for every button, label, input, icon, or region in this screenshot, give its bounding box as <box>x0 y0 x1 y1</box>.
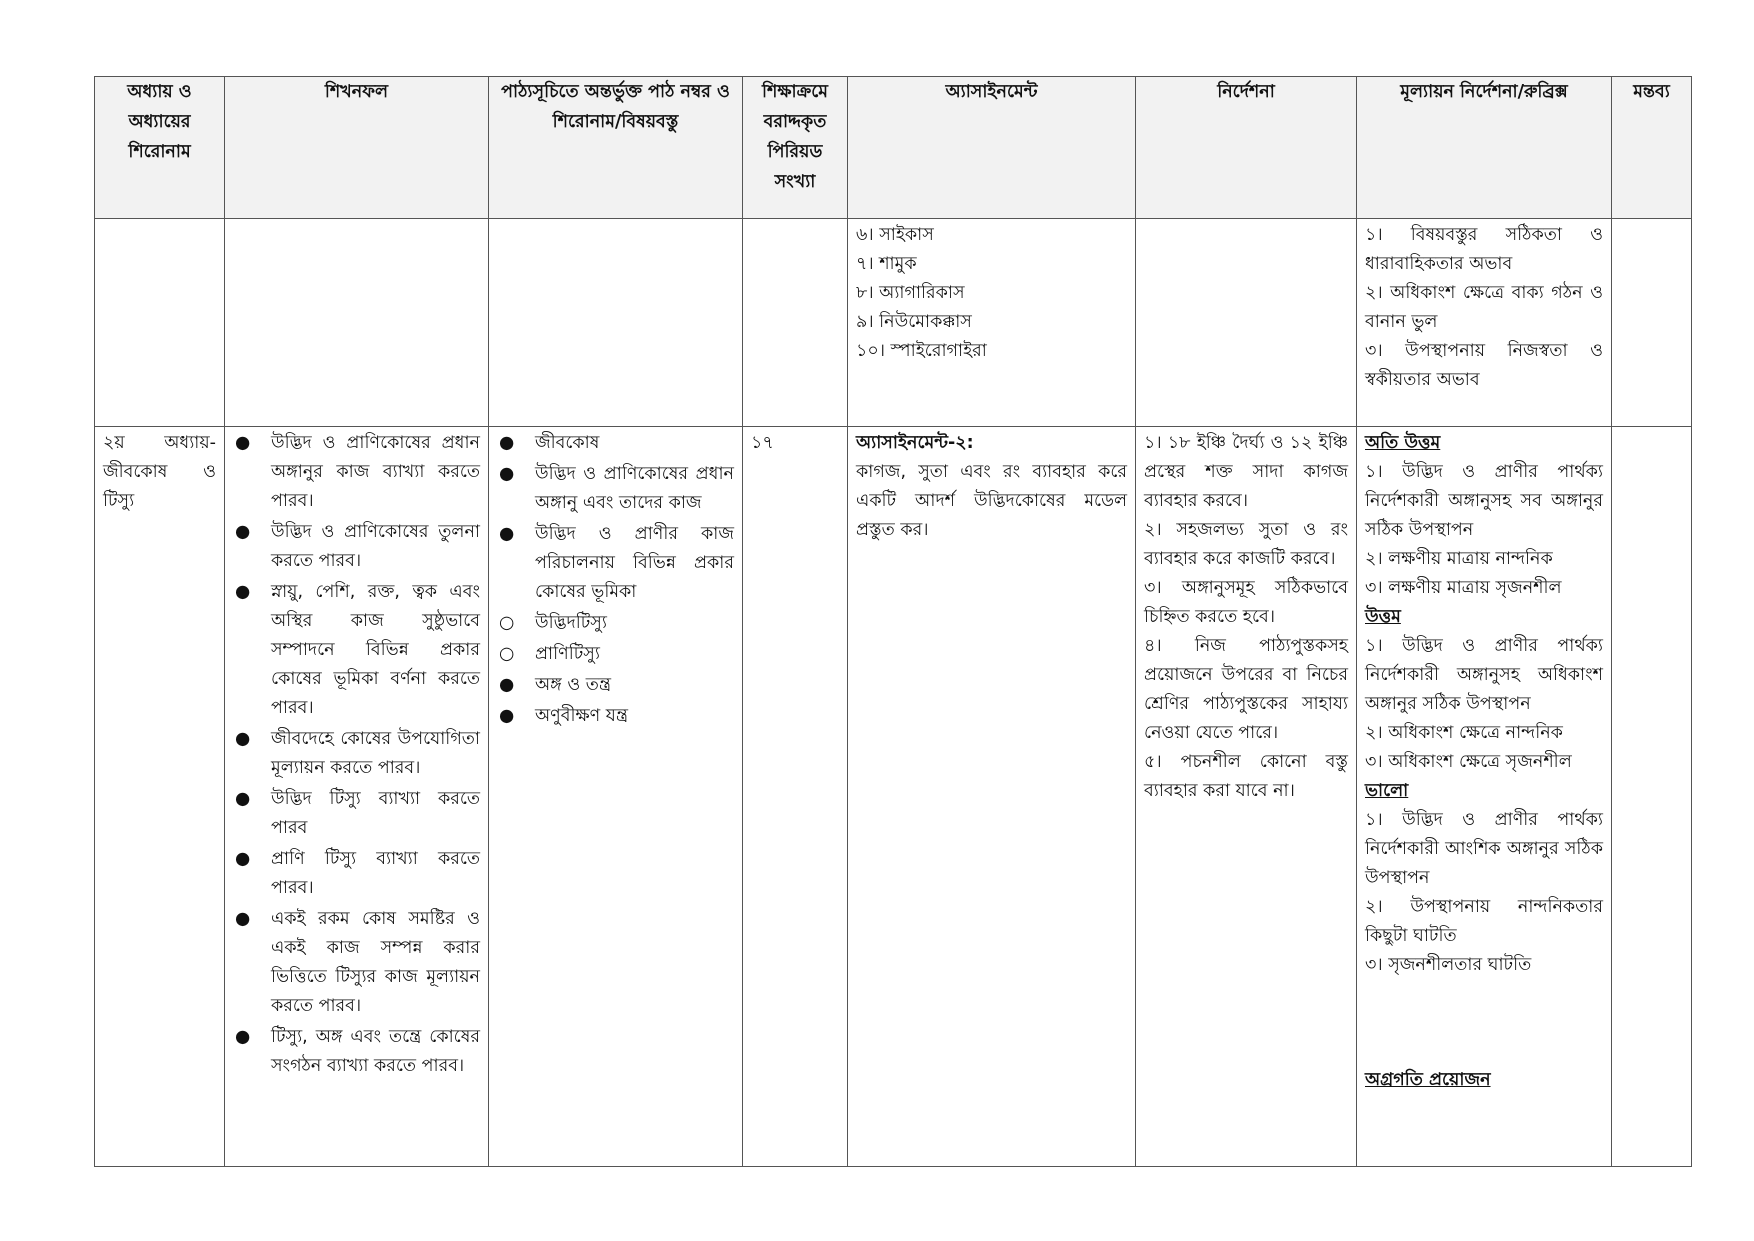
list-item-text: উদ্ভিদ ও প্রাণিকোষের প্রধান অঙ্গানুর কাজ ব্যাখ্যা করতে পারব। <box>271 433 480 511</box>
outcomes-list <box>233 429 480 1081</box>
row1-instructions-cell <box>1136 219 1357 427</box>
header-periods: শিক্ষাক্রমে বরাদ্দকৃত পিরিয়ড সংখ্যা <box>743 77 848 219</box>
chapter-title-cell: ২য় অধ্যায়- জীবকোষ ও টিস্যু <box>95 427 225 1167</box>
header-assignment: অ্যাসাইনমেন্ট <box>848 77 1136 219</box>
list-item <box>497 671 734 700</box>
table-row-continued <box>95 219 1692 427</box>
instructions-cell <box>1136 427 1357 1167</box>
instruction-item: ৫। পচনশীল কোনো বস্তু ব্যাবহার করা যাবে না। <box>1144 752 1348 801</box>
list-item-text: টিস্যু, অঙ্গ এবং তন্ত্রে কোষের সংগঠন ব্যাখ্যা করতে পারব। <box>271 1027 480 1076</box>
syllabus-list <box>497 429 734 731</box>
header-row <box>95 77 1692 219</box>
header-outcomes: শিখনফল <box>225 77 489 219</box>
rubric-item: ২। অধিকাংশ ক্ষেত্রে নান্দনিক <box>1365 723 1563 743</box>
list-item-text: উদ্ভিদ ও প্রাণিকোষের তুলনা করতে পারব। <box>271 522 480 571</box>
bullet-icon: ● <box>499 524 515 544</box>
list-item <box>233 518 480 576</box>
list-item <box>233 725 480 783</box>
rubric-item: ৩। অধিকাংশ ক্ষেত্রে সৃজনশীল <box>1365 752 1572 772</box>
bullet-icon: ● <box>235 729 251 749</box>
list-item <box>497 609 734 638</box>
bullet-icon: ● <box>235 522 251 542</box>
assignment-list-item: ৯। নিউমোকক্কাস <box>856 312 972 332</box>
list-item-text: উদ্ভিদ ও প্রাণীর কাজ পরিচালনায় বিভিন্ন প্রকার কোষের ভূমিকা <box>535 524 734 602</box>
hollow-bullet-icon: ○ <box>499 613 515 633</box>
list-item-text: উদ্ভিদটিস্যু <box>535 613 607 633</box>
list-item-text: অঙ্গ ও তন্ত্র <box>535 675 612 695</box>
list-item <box>233 429 480 516</box>
periods-cell: ১৭ <box>743 427 848 1167</box>
list-item-text: অণুবীক্ষণ যন্ত্র <box>535 706 629 726</box>
list-item <box>497 640 734 669</box>
header-instructions: নির্দেশনা <box>1136 77 1357 219</box>
list-item-text: প্রাণি টিস্যু ব্যাখ্যা করতে পারব। <box>271 849 480 898</box>
bullet-icon: ● <box>235 789 251 809</box>
assignment-title: অ্যাসাইনমেন্ট-২: <box>856 433 974 453</box>
bullet-icon: ● <box>499 433 515 453</box>
header-remarks: মন্তব্য <box>1612 77 1692 219</box>
rubric-level-needs-progress: অগ্রগতি প্রয়োজন <box>1365 1070 1491 1090</box>
rubric-cell <box>1357 427 1612 1167</box>
rubric-level-excellent: অতি উত্তম <box>1365 433 1441 453</box>
list-item <box>233 578 480 723</box>
rubric-item: ২। লক্ষণীয় মাত্রায় নান্দনিক <box>1365 549 1553 569</box>
list-item-text: প্রাণিটিস্যু <box>535 644 600 664</box>
bullet-icon: ● <box>499 706 515 726</box>
list-item <box>497 702 734 731</box>
list-item <box>497 429 734 458</box>
list-item <box>233 905 480 1021</box>
instruction-item: ২। সহজলভ্য সুতা ও রং ব্যাবহার করে কাজটি করবে। <box>1144 520 1348 569</box>
list-item <box>233 1023 480 1081</box>
row1-remarks-cell <box>1612 219 1692 427</box>
assignment-list-item: ১০। স্পাইরোগাইরা <box>856 341 987 361</box>
rubric-item: ১। উদ্ভিদ ও প্রাণীর পার্থক্য নির্দেশকারী অঙ্গানুসহ অধিকাংশ অঙ্গানুর সঠিক উপস্থাপন <box>1365 636 1603 714</box>
syllabus-cell <box>489 427 743 1167</box>
bullet-icon: ● <box>499 464 515 484</box>
assignment-list-item: ৮। অ্যাগারিকাস <box>856 283 965 303</box>
row1-periods-cell <box>743 219 848 427</box>
row1-outcomes-cell <box>225 219 489 427</box>
list-item-text: উদ্ভিদ ও প্রাণিকোষের প্রধান অঙ্গানু এবং তাদের কাজ <box>535 464 734 513</box>
list-item-text: উদ্ভিদ টিস্যু ব্যাখ্যা করতে পারব <box>271 789 480 838</box>
list-item <box>233 785 480 843</box>
rubric-item: ২। অধিকাংশ ক্ষেত্রে বাক্য গঠন ও বানান ভুল <box>1365 283 1603 332</box>
bullet-icon: ● <box>499 675 515 695</box>
rubric-level-fair: ভালো <box>1365 781 1409 801</box>
instruction-item: ৩। অঙ্গানুসমূহ সঠিকভাবে চিহ্নিত করতে হবে। <box>1144 578 1348 627</box>
list-item-text: জীবকোষ <box>535 433 600 453</box>
assignment-cell <box>848 427 1136 1167</box>
rubric-item: ৩। উপস্থাপনায় নিজস্বতা ও স্বকীয়তার অভাব <box>1365 341 1603 390</box>
list-item-text: জীবদেহে কোষের উপযোগিতা মূল্যায়ন করতে পারব। <box>271 729 480 778</box>
table-row-chapter-2 <box>95 427 1692 1167</box>
list-item <box>233 845 480 903</box>
hollow-bullet-icon: ○ <box>499 644 515 664</box>
header-syllabus: পাঠ্যসূচিতে অন্তর্ভুক্ত পাঠ নম্বর ও শিরোনাম/বিষয়বস্তু <box>489 77 743 219</box>
assignment-plan-table <box>94 76 1692 1167</box>
bullet-icon: ● <box>235 1027 251 1047</box>
list-item <box>497 460 734 518</box>
remarks-cell <box>1612 427 1692 1167</box>
rubric-item: ৩। লক্ষণীয় মাত্রায় সৃজনশীল <box>1365 578 1562 598</box>
header-rubric: মূল্যায়ন নির্দেশনা/রুব্রিক্স <box>1357 77 1612 219</box>
rubric-spacer <box>1365 980 1603 1066</box>
row1-rubric-cell <box>1357 219 1612 427</box>
assignment-list-item: ৭। শামুক <box>856 254 917 274</box>
rubric-level-good: উত্তম <box>1365 607 1401 627</box>
row1-syllabus-cell <box>489 219 743 427</box>
instruction-item: ১। ১৮ ইঞ্চি দৈর্ঘ্য ও ১২ ইঞ্চি প্রস্থের শক্ত সাদা কাগজ ব্যাবহার করবে। <box>1144 433 1348 511</box>
bullet-icon: ● <box>235 433 251 453</box>
list-item <box>497 520 734 607</box>
assignment-list-item: ৬। সাইকাস <box>856 225 934 245</box>
rubric-item: ১। বিষয়বস্তুর সঠিকতা ও ধারাবাহিকতার অভাব <box>1365 225 1603 274</box>
bullet-icon: ● <box>235 582 251 602</box>
rubric-item: ১। উদ্ভিদ ও প্রাণীর পার্থক্য নির্দেশকারী আংশিক অঙ্গানুর সঠিক উপস্থাপন <box>1365 810 1603 888</box>
assignment-body: কাগজ, সুতা এবং রং ব্যাবহার করে একটি আদর্শ উদ্ভিদকোষের মডেল প্রস্তুত কর। <box>856 462 1127 540</box>
rubric-item: ২। উপস্থাপনায় নান্দনিকতার কিছুটা ঘাটতি <box>1365 897 1603 946</box>
outcomes-cell <box>225 427 489 1167</box>
list-item-text: স্নায়ু, পেশি, রক্ত, ত্বক এবং অস্থির কাজ সুষ্ঠুভাবে সম্পাদনে বিভিন্ন প্রকার কোষের ভূমিকা বর্ণনা করতে পারব। <box>271 582 480 718</box>
list-item-text: একই রকম কোষ সমষ্টির ও একই কাজ সম্পন্ন করার ভিত্তিতে টিস্যুর কাজ মূল্যায়ন করতে পারব। <box>271 909 480 1016</box>
instruction-item: ৪। নিজ পাঠ্যপুস্তকসহ প্রয়োজনে উপরের বা নিচের শ্রেণির পাঠ্যপুস্তকের সাহায্য নেওয়া যেতে পারে। <box>1144 636 1348 743</box>
row1-chapter-cell <box>95 219 225 427</box>
rubric-item: ১। উদ্ভিদ ও প্রাণীর পার্থক্য নির্দেশকারী অঙ্গানুসহ সব অঙ্গানুর সঠিক উপস্থাপন <box>1365 462 1603 540</box>
bullet-icon: ● <box>235 909 251 929</box>
bullet-icon: ● <box>235 849 251 869</box>
header-chapter: অধ্যায় ও অধ্যায়ের শিরোনাম <box>95 77 225 219</box>
rubric-item: ৩। সৃজনশীলতার ঘাটতি <box>1365 955 1532 975</box>
row1-assignment-cell <box>848 219 1136 427</box>
